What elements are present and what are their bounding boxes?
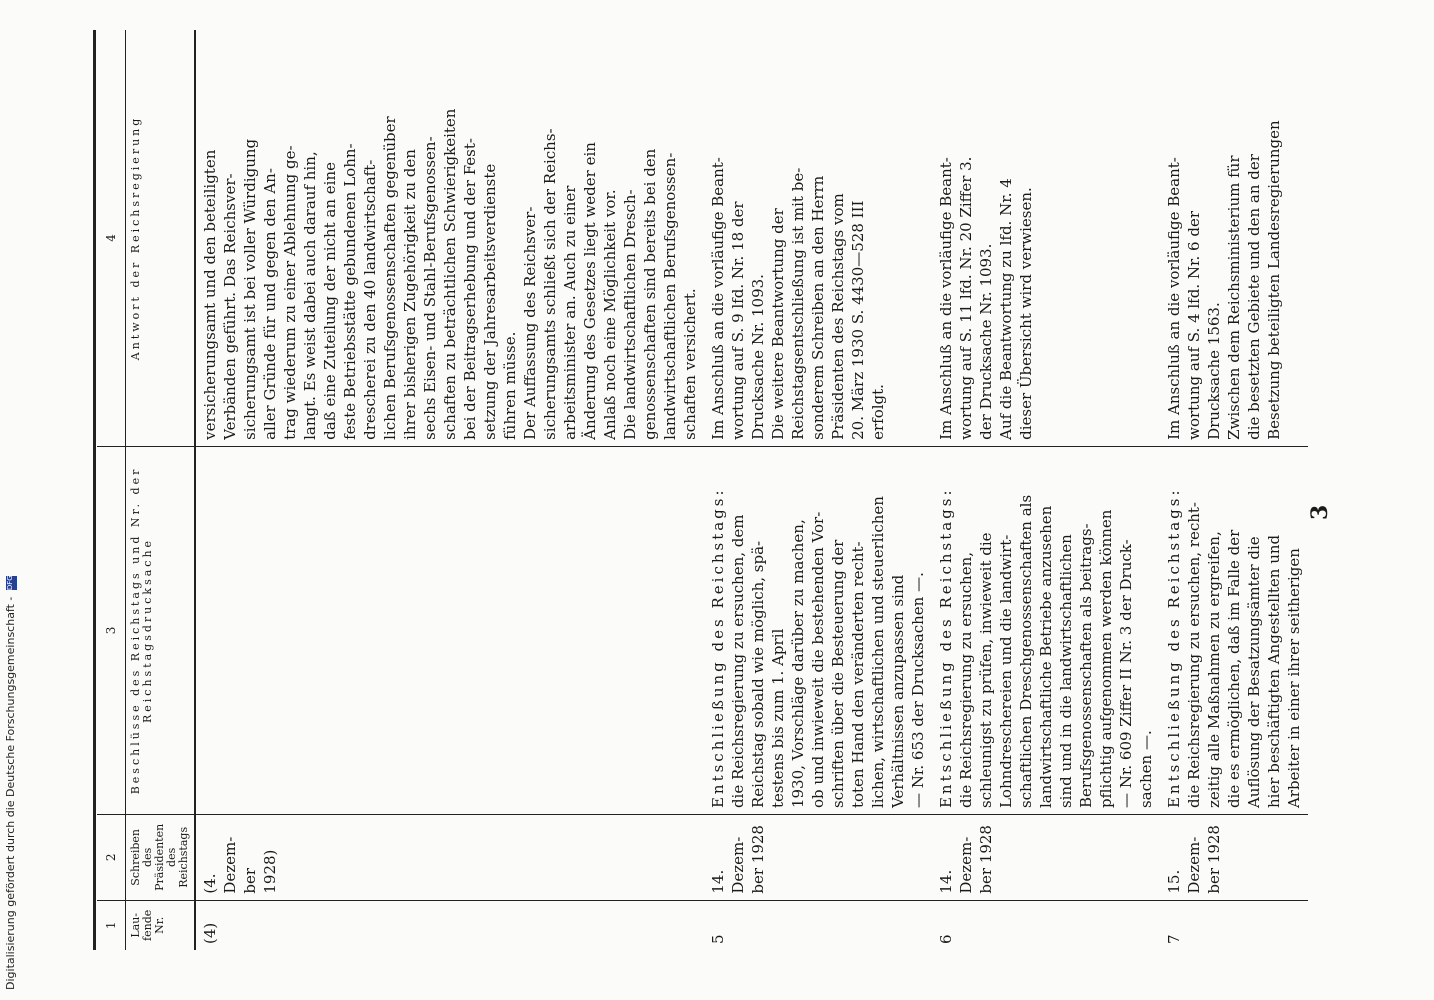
answer-line: landwirtschaftlichen Berufsgenossen-	[661, 152, 679, 440]
resolution-line: schriften über die Besteuerung der	[829, 539, 847, 809]
column-header-row	[126, 30, 196, 950]
answer-line: der Drucksache Nr. 1093.	[977, 243, 995, 440]
resolution-line: — Nr. 609 Ziffer II Nr. 3 der Druck-	[1117, 539, 1135, 809]
resolution-line: 1930, Vorschläge darüber zu machen,	[789, 519, 807, 809]
answer-line: feste Betriebsstätte gebundenen Lohn-	[341, 143, 359, 440]
row-date: 14. Dezem- ber 1928	[932, 815, 1160, 901]
resolution-line: die Reichsregierung zu ersuchen, recht-	[1185, 502, 1203, 809]
digitization-credit	[4, 576, 17, 990]
table-top-rule	[93, 30, 96, 950]
page-number: 3	[1307, 504, 1333, 520]
answer-line: wortung auf S. 9 lfd. Nr. 18 der	[729, 201, 747, 440]
header-beschluesse: Beschlüsse des Reichstags und Nr. der Reichstagsdrucksache	[126, 446, 196, 814]
answer-line: Zwischen dem Reichsministerium für	[1225, 155, 1243, 440]
answer-line: Die landwirtschaftlichen Dresch-	[621, 189, 639, 440]
resolution-line: sachen —.	[1137, 730, 1155, 809]
answer-line: Drucksache 1563.	[1205, 302, 1223, 440]
resolution-line: Verhältnissen anzupassen sind	[889, 574, 907, 809]
answer-line: sicherungsamts schließt sich der Reichs-	[541, 128, 559, 440]
answer-line: dieser Übersicht wird verwiesen.	[1017, 187, 1035, 440]
row-number: (4)	[201, 922, 219, 944]
answer-line: setzung der Jahresarbeitsverdienste	[481, 163, 499, 440]
answer-line: Der Auffassung des Reichsver-	[521, 206, 539, 440]
column-number-3: 3	[97, 446, 126, 814]
answer-line: Im Anschluß an die vorläufige Beant-	[709, 157, 727, 440]
column-number-row	[97, 30, 126, 950]
answer-line: die besetzten Gebiete und den an der	[1245, 154, 1263, 440]
resolution-line: Reichstag sobald wie möglich, spä-	[749, 540, 767, 809]
resolution-line: Berufsgenossenschaften als beitrags-	[1077, 523, 1095, 809]
answer-line: genossenschaften sind bereits bei den	[641, 148, 659, 440]
answer-line: Die weitere Beantwortung der	[769, 208, 787, 440]
answer-line: Verbänden geführt. Das Reichsver-	[221, 173, 239, 440]
resolution-line: die es ermöglichen, daß im Falle der	[1225, 529, 1243, 809]
resolution-line: die Reichsregierung zu ersuchen,	[957, 551, 975, 809]
answer-line: sonderem Schreiben an den Herrn	[809, 175, 827, 440]
answer-line: bei der Beitragserhebung und der Fest-	[461, 138, 479, 440]
answer-line: Im Anschluß an die vorläufige Beant-	[1165, 157, 1183, 440]
answer-line: Änderung des Gesetzes liegt weder ein	[581, 142, 599, 440]
answer-line: arbeitsminister an. Auch zu einer	[561, 185, 579, 440]
answer-line: trag wiederum zu einer Ablehnung ge-	[281, 145, 299, 440]
row-number: 6	[937, 934, 955, 944]
answer-line: sechs Eisen- und Stahl-Berufsgenossen-	[421, 136, 439, 440]
answer-line: schaften versichert.	[681, 288, 699, 440]
row-answer	[932, 30, 1160, 446]
resolution-line: sind und in die landwirtschaftlichen	[1057, 534, 1075, 809]
answer-line: Drucksache Nr. 1093.	[749, 274, 767, 440]
answer-line: drescherei zu den 40 landwirtschaft-	[361, 159, 379, 440]
row-date: (4. Dezem- ber 1928)	[195, 815, 704, 901]
resolutions-table	[97, 30, 1308, 950]
header-antwort: Antwort der Reichsregierung	[126, 30, 196, 446]
answer-line: führen müsse.	[501, 331, 519, 440]
row-number: 5	[709, 934, 727, 944]
answer-line: sicherungsamt ist bei voller Würdigung	[241, 138, 259, 440]
row-resolution	[195, 446, 704, 814]
table-row	[704, 30, 932, 950]
answer-line: Im Anschluß an die vorläufige Beant-	[937, 157, 955, 440]
dfg-logo: DFG	[6, 576, 17, 590]
answer-line: Präsidenten des Reichstags vom	[829, 193, 847, 440]
row-date: 15. Dezem- ber 1928	[1160, 815, 1308, 901]
resolution-line: Lohndreschereien und die landwirt-	[997, 534, 1015, 809]
column-number-1: 1	[97, 900, 126, 950]
answer-line: wortung auf S. 4 lfd. Nr. 6 der	[1185, 210, 1203, 440]
answer-line: lichen Berufsgenossenschaften gegenüber	[381, 116, 399, 440]
answer-line: aller Gründe für und gegen den An-	[261, 168, 279, 440]
table-row	[932, 30, 1160, 950]
answer-line: versicherungsamt und den beteiligten	[201, 149, 219, 440]
answer-line: langt. Es weist dabei auch darauf hin,	[301, 151, 319, 440]
credit-text: Digitalisierung gefördert durch die Deutsche Forschungsgemeinschaft -	[4, 596, 17, 990]
column-number-4: 4	[97, 30, 126, 446]
resolution-line: Auflösung der Besatzungsämter die	[1245, 536, 1263, 809]
row-resolution	[704, 446, 932, 814]
resolution-line: schaftlichen Dreschgenossenschaften als	[1017, 494, 1035, 809]
resolution-line: pflichtig aufgenommen werden können	[1097, 509, 1115, 809]
answer-line: Auf die Beantwortung zu lfd. Nr. 4	[997, 178, 1015, 440]
row-date: 14. Dezem- ber 1928	[704, 815, 932, 901]
answer-line: ihrer bisherigen Zugehörigkeit zu den	[401, 149, 419, 440]
row-resolution	[1160, 446, 1308, 814]
resolution-heading: Entschließung des Reichstags:	[1165, 487, 1183, 809]
resolution-line: hier beschäftigten Angestellten und	[1265, 534, 1283, 809]
resolution-heading: Entschließung des Reichstags:	[937, 487, 955, 809]
resolution-line: testens bis zum 1. April	[769, 628, 787, 809]
rotated-document-page	[97, 30, 1333, 950]
resolution-heading: Entschließung des Reichstags:	[709, 487, 727, 809]
answer-line: daß eine Zuteilung der nicht an eine	[321, 161, 339, 440]
resolution-line: Arbeiter in einer ihrer seitherigen	[1285, 548, 1303, 809]
resolution-line: schleunigst zu prüfen, inwieweit die	[977, 532, 995, 809]
row-resolution	[932, 446, 1160, 814]
resolution-line: landwirtschaftliche Betriebe anzusehen	[1037, 505, 1055, 809]
table-row	[1160, 30, 1308, 950]
resolution-line: — Nr. 653 der Drucksachen —.	[909, 572, 927, 809]
row-answer	[195, 30, 704, 446]
column-number-2: 2	[97, 815, 126, 901]
answer-line: schaften zu beträchtlichen Schwierigkeiten	[441, 108, 459, 440]
answer-line: wortung auf S. 11 lfd. Nr. 20 Ziffer 3.	[957, 156, 975, 440]
resolution-line: ob und inwieweit die bestehenden Vor-	[809, 511, 827, 809]
header-laufende-nr: Lau- fende Nr.	[126, 900, 196, 950]
resolution-line: zeitig alle Maßnahmen zu ergreifen,	[1205, 531, 1223, 809]
answer-line: 20. März 1930 S. 4430—528 III	[849, 200, 867, 440]
row-number: 7	[1165, 934, 1183, 944]
table-row	[195, 30, 704, 950]
row-answer	[704, 30, 932, 446]
answer-line: Anlaß noch eine Möglichkeit vor.	[601, 189, 619, 440]
answer-line: Reichstagsentschließung ist mit be-	[789, 167, 807, 440]
answer-line: erfolgt.	[869, 384, 887, 440]
resolution-line: die Reichsregierung zu ersuchen, dem	[729, 514, 747, 809]
row-answer	[1160, 30, 1308, 446]
resolution-line: lichen, wirtschaftlichen und steuerlichen	[869, 496, 887, 809]
header-schreiben: Schreiben des Präsidenten des Reichstags	[126, 815, 196, 901]
resolution-line: toten Hand den veränderten recht-	[849, 541, 867, 809]
answer-line: Besetzung beteiligten Landesregierungen	[1265, 120, 1283, 440]
